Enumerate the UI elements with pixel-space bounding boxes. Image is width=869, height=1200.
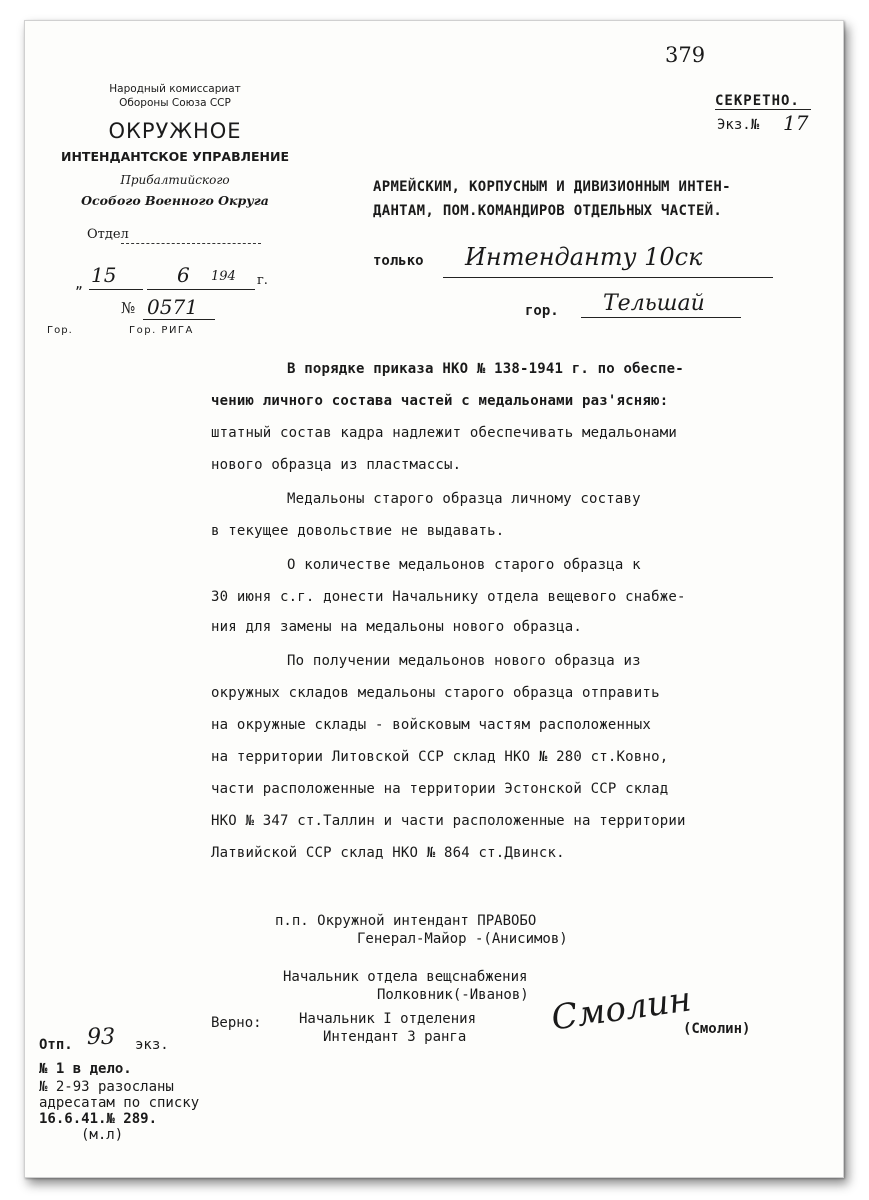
- date-month: 6: [177, 263, 190, 287]
- document-sheet: [24, 20, 844, 1178]
- body-line: Латвийской ССР склад НКО № 864 ст.Двинск.: [211, 845, 565, 861]
- signature-3-line2: Интендант 3 ранга: [323, 1029, 467, 1045]
- body-line: ния для замены на медальоны нового образца.: [211, 619, 583, 635]
- page-number: 379: [665, 43, 706, 67]
- header-region-line2: Особого Военного Округа: [81, 193, 269, 208]
- date-suffix: г.: [257, 273, 268, 288]
- date-prefix: „: [75, 277, 83, 292]
- city-value: Тельшай: [603, 291, 705, 316]
- body-line: штатный состав кадра надлежит обеспечивать медальонами: [211, 425, 677, 441]
- signature-1-line2: Генерал-Майор -(Анисимов): [357, 931, 568, 947]
- number-label: №: [121, 299, 136, 317]
- signature-3-name: (Смолин): [683, 1021, 751, 1037]
- header-region-line1: Прибалтийского: [120, 173, 230, 187]
- body-line: части расположенные на территории Эстонской ССР склад: [211, 781, 669, 797]
- footer-line6: (м.л): [81, 1127, 124, 1143]
- body-line: НКО № 347 ст.Таллин и части расположенные на территории: [211, 813, 686, 829]
- body-line: на окружные склады - войсковым частям расположенных: [211, 717, 652, 733]
- otdel-underline: [121, 243, 261, 244]
- number-underline: [143, 319, 215, 320]
- header-dept: ИНТЕНДАНТСКОЕ УПРАВЛЕНИЕ: [61, 149, 289, 164]
- signature-2-line1: Начальник отдела вещснабжения: [283, 969, 528, 985]
- only-value: Интенданту 10ск: [465, 243, 703, 271]
- footer-line2: № 1 в дело.: [39, 1061, 132, 1077]
- signature-2-line2: Полковник(-Иванов): [377, 987, 529, 1003]
- signature-1-line1: п.п. Окружной интендант ПРАВОБО: [275, 913, 537, 929]
- addressee-line1: АРМЕЙСКИМ, КОРПУСНЫМ И ДИВИЗИОННЫМ ИНТЕН-: [373, 179, 731, 195]
- footer-line5: 16.6.41.№ 289.: [39, 1111, 158, 1127]
- footer-line4: адресатам по списку: [39, 1095, 200, 1111]
- handwritten-signature: Смолин: [548, 979, 694, 1039]
- secret-stamp: СЕКРЕТНО.: [715, 93, 800, 109]
- date-month-underline: [147, 289, 255, 290]
- header-org-line2: Обороны Союза ССР: [119, 97, 231, 109]
- city-underline: [581, 317, 741, 318]
- body-line: 30 июня с.г. донести Начальнику отдела вещевого снабже-: [211, 589, 686, 605]
- number-value: 0571: [147, 295, 198, 319]
- body-line: на территории Литовской ССР склад НКО № 280 ст.Ковно,: [211, 749, 669, 765]
- footer-line3: № 2-93 разосланы: [39, 1079, 174, 1095]
- body-line: чению личного состава частей с медальонами раз'ясняю:: [211, 393, 669, 409]
- footer-copies-count: 93: [87, 1025, 115, 1050]
- secret-underline: [715, 109, 811, 110]
- copy-number: 17: [783, 111, 809, 135]
- footer-line1-prefix: Отп.: [39, 1037, 73, 1053]
- body-line: В порядке приказа НКО № 138-1941 г. по обеспе-: [287, 361, 684, 377]
- addressee-line2: ДАНТАМ, ПОМ.КОМАНДИРОВ ОТДЕЛЬНЫХ ЧАСТЕЙ.: [373, 203, 723, 219]
- body-line: в текущее довольствие не выдавать.: [211, 523, 505, 539]
- body-line: нового образца из пластмассы.: [211, 457, 462, 473]
- header-title: ОКРУЖНОЕ: [108, 119, 242, 143]
- footer-line1-suffix: экз.: [135, 1037, 169, 1053]
- header-org-line1: Народный комиссариат: [109, 83, 241, 95]
- date-day-underline: [89, 289, 143, 290]
- body-line: О количестве медальонов старого образца к: [287, 557, 641, 573]
- copy-label: Экз.№: [717, 117, 760, 133]
- only-label: только: [373, 253, 424, 269]
- date-year: 194: [211, 269, 236, 284]
- city-riga: Гор. РИГА: [129, 325, 194, 336]
- city-label: гор.: [525, 303, 559, 319]
- date-day: 15: [91, 263, 117, 287]
- otdel-label: Отдел: [87, 227, 129, 242]
- body-line: По получении медальонов нового образца из: [287, 653, 641, 669]
- only-underline: [443, 277, 773, 278]
- signature-3-line1: Начальник I отделения: [299, 1011, 477, 1027]
- body-line: Медальоны старого образца личному составу: [287, 491, 641, 507]
- body-line: окружных складов медальоны старого образца отправить: [211, 685, 660, 701]
- verno-label: Верно:: [211, 1015, 262, 1031]
- city-left: Гор.: [47, 325, 73, 336]
